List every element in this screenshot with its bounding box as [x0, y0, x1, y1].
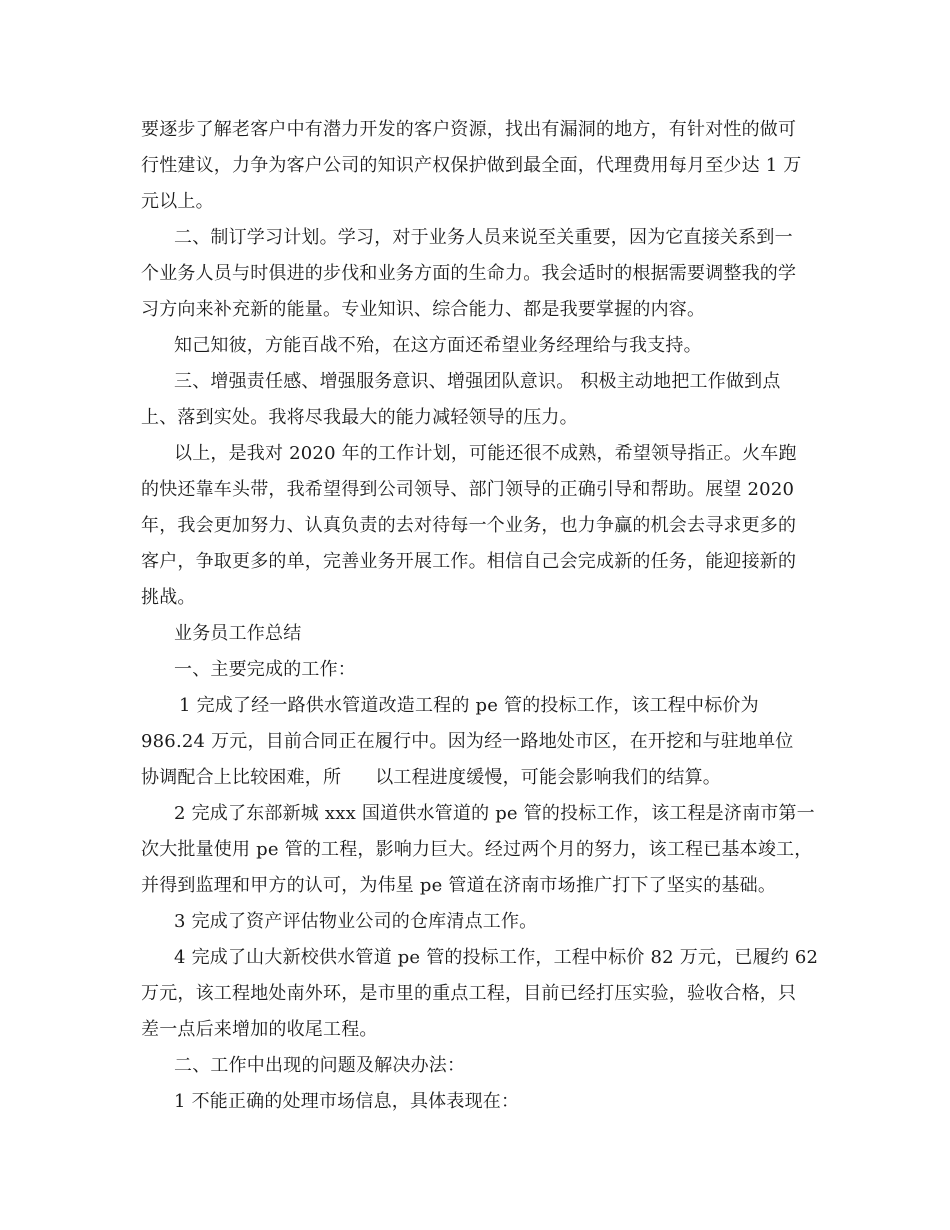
text-line: 年，我会更加努力、认真负责的去对待每一个业务，也力争赢的机会去寻求更多的: [141, 515, 797, 536]
text-line: 一、主要完成的工作：: [174, 659, 356, 680]
text-line: [141, 760, 821, 796]
section-heading: 业务员工作总结: [174, 623, 302, 644]
text-line: 2 完成了东部新城 xxx 国道供水管道的 pe 管的投标工作，该工程是济南市第一: [174, 803, 815, 824]
text-line: 元以上。: [141, 191, 214, 212]
text-line: 1 完成了经一路供水管道改造工程的 pe 管的投标工作，该工程中标价为: [179, 695, 759, 716]
text-line: 挑战。: [141, 587, 196, 608]
text-line: 习方向来补充新的能量。专业知识、综合能力、都是我要掌握的内容。: [141, 299, 706, 320]
text-line: 三、增强责任感、增强服务意识、增强团队意识。 积极主动地把工作做到点: [174, 371, 781, 392]
text-line: 3 完成了资产评估物业公司的仓库清点工作。: [174, 911, 538, 932]
text-line: 二、工作中出现的问题及解决办法：: [174, 1055, 466, 1076]
text-line: 4 完成了山大新校供水管道 pe 管的投标工作，工程中标价 82 万元，已履约 62: [174, 947, 819, 968]
text-line: 次大批量使用 pe 管的工程，影响力巨大。经过两个月的努力，该工程已基本竣工，: [141, 839, 813, 860]
text-line: 1 不能正确的处理市场信息，具体表现在：: [174, 1091, 520, 1112]
text-line: 并得到监理和甲方的认可，为伟星 pe 管道在济南市场推广打下了坚实的基础。: [141, 875, 777, 896]
text-line: 要逐步了解老客户中有潜力开发的客户资源，找出有漏洞的地方，有针对性的做可: [141, 119, 797, 140]
document-body: [141, 112, 821, 1120]
text-line: 以上，是我对 2020 年的工作计划，可能还很不成熟，希望领导指正。火车跑: [174, 443, 797, 464]
text-fragment: 以工程进度缓慢，可能会影响我们的结算。: [375, 767, 722, 788]
text-line: 个业务人员与时俱进的步伐和业务方面的生命力。我会适时的根据需要调整我的学: [141, 263, 797, 284]
text-line: 差一点后来增加的收尾工程。: [141, 1019, 378, 1040]
text-fragment: 协调配合上比较困难，所: [141, 767, 342, 788]
text-line: 客户，争取更多的单，完善业务开展工作。相信自己会完成新的任务，能迎接新的: [141, 551, 797, 572]
text-line: 的快还靠车头带，我希望得到公司领导、部门领导的正确引导和帮助。展望 2020: [141, 479, 795, 500]
text-line: 二、制订学习计划。学习，对于业务人员来说至关重要，因为它直接关系到一: [174, 227, 793, 248]
text-line: 行性建议，力争为客户公司的知识产权保护做到最全面，代理费用每月至少达 1 万: [141, 155, 802, 176]
text-line: 986.24 万元，目前合同正在履行中。因为经一路地处市区，在开挖和与驻地单位: [141, 731, 794, 752]
text-line: 万元，该工程地处南外环，是市里的重点工程，目前已经打压实验，验收合格，只: [141, 983, 797, 1004]
text-line: 上、落到实处。我将尽我最大的能力减轻领导的压力。: [141, 407, 578, 428]
text-line: 知己知彼，方能百战不殆，在这方面还希望业务经理给与我支持。: [174, 335, 702, 356]
